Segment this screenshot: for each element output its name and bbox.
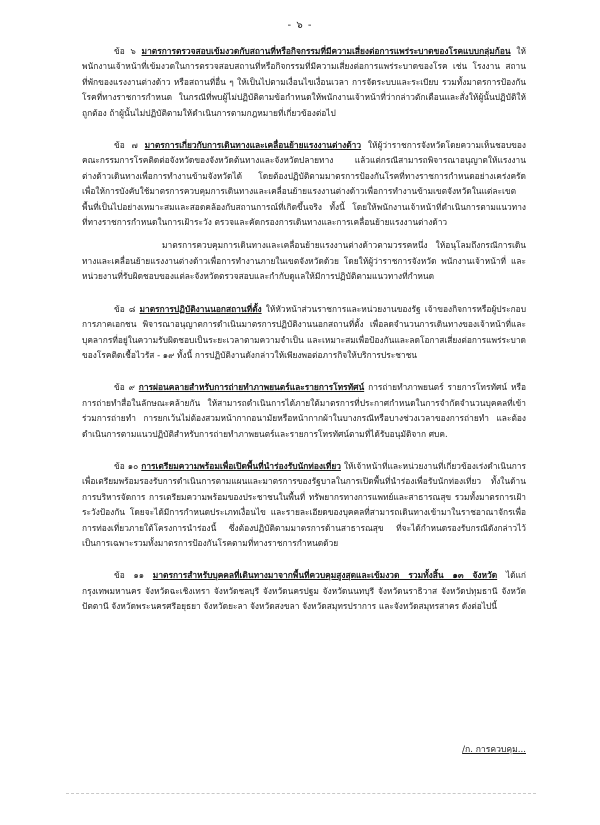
clause-number: ข้อ ๘	[114, 303, 140, 314]
clause-paragraph-2: มาตรการควบคุมการเดินทางและเคลื่อนย้ายแรงงานต่างด้าวตามวรรคหนึ่ง ให้อนุโลมถึงกรณีการเดินทางและเคลื่อนย้ายแรงงานต่างด้าวเพื่อการทำงานภายในเขตจังหวัดด้วย โดยให้ผู้ว่าราชการจังหวัด พนักงานเจ้าหน้าที่ และหน่วยงานที่รับผิดชอบของแต่ละจังหวัดตรวจสอบและกำกับดูแลให้มีการปฏิบัติตามแนวทางที่กำหนด	[82, 240, 526, 282]
clause-number: ข้อ ๑๑	[114, 570, 153, 581]
clause-text: ให้เจ้าหน้าที่และหน่วยงานที่เกี่ยวข้องเร่งดำเนินการเพื่อเตรียมพร้อมรองรับการดำเนินการตามแผนและมาตรการของรัฐบาลในการเปิดพื้นที่นำร่องเพื่อรับนักท่องเที่ยว ทั้งในด้านการบริหารจัดการ การเตรียมความพร้อมของประชาชนในพื้นที่ ทรัพยากรทางการแพทย์และสาธารณสุข รวมทั้งมาตรการเฝ้าระวังป้องกัน โดยจะได้มีการกำหนดประเภทเงื่อนไข และรายละเอียดของบุคคลที่สามารถเดินทางเข้ามาในราชอาณาจักรเพื่อการท่องเที่ยวภายใต้โครงการนำร่องนี้ ซึ่งต้องปฏิบัติตามมาตรการด้านสาธารณสุข ที่จะได้กำหนดรองรับกรณีดังกล่าวไว้เป็นการเฉพาะรวมทั้งมาตรการป้องกันโรคตามที่ทางราชการกำหนดด้วย	[82, 460, 527, 548]
clause-text: การถ่ายทำภาพยนตร์ รายการโทรทัศน์ หรือการถ่ายทำสื่อในลักษณะคล้ายกัน ให้สามารถดำเนินการได้ภายใต้มาตรการที่ประกาศกำหนดในการจำกัดจำนวนบุคคลที่เข้าร่วมการถ่ายทำ การยกเว้นไม่ต้องสวมหน้ากากอนามัยหรือหน้ากากผ้าในบางกรณีหรือบางช่วงเวลาของการถ่ายทำ และต้องดำเนินการตามแนวปฏิบัติสำหรับการถ่ายทำภาพยนตร์และรายการโทรทัศน์ตามที่ได้รับอนุมัติจาก ศบค.	[82, 382, 527, 439]
clause-heading: มาตรการตรวจสอบเข้มงวดกับสถานที่หรือกิจกรรมที่มีความเสี่ยงต่อการแพร่ระบาดของโรคแบบกลุ่มก้อน	[141, 46, 511, 56]
clause-heading: มาตรการสำหรับบุคคลที่เดินทางมาจากพื้นที่ควบคุมสูงสุดและเข้มงวด รวมทั้งสิ้น ๑๓ จังหวัด	[152, 570, 498, 581]
continuation-text: /ก. การควบคุม...	[462, 745, 526, 755]
clause-7	[82, 138, 526, 285]
clause-heading: การเตรียมความพร้อมเพื่อเปิดพื้นที่นำร่องรับนักท่องเที่ยว	[141, 460, 341, 471]
footer-divider	[66, 793, 536, 794]
clause-8	[82, 302, 526, 364]
clause-heading: มาตรการปฏิบัติงานนอกสถานที่ตั้ง	[139, 303, 262, 314]
clause-number: ข้อ ๙	[114, 382, 139, 393]
clause-heading: มาตรการเกี่ยวกับการเดินทางและเคลื่อนย้ายแรงงานต่างด้าว	[144, 140, 362, 151]
clause-number: ข้อ ๖	[114, 46, 142, 56]
clause-text: ให้ผู้ว่าราชการจังหวัดโดยความเห็นชอบของคณะกรรมการโรคติดต่อจังหวัดของจังหวัดต้นทางและจังหวัดปลายทาง แล้วแต่กรณีสามารถพิจารณาอนุญาตให้แรงงานต่างด้าวเดินทางเพื่อการทำงานข้ามจังหวัดได้ โดยต้องปฏิบัติตามมาตรการป้องกันโรคที่ทางราชการกำหนดอย่างเคร่งครัด เพื่อให้การบังคับใช้มาตรการควบคุมการเดินทางและเคลื่อนย้ายแรงงานต่างด้าวเพื่อการทำงานข้ามเขตจังหวัดในแต่ละเขตพื้นที่เป็นไปอย่างเหมาะสมและสอดคล้องกับสถานการณ์ที่เกิดขึ้นจริง ทั้งนี้ โดยให้พนักงานเจ้าหน้าที่ดำเนินการตามแนวทางที่ทางราชการกำหนดในการเฝ้าระวัง ตรวจและคัดกรองการเดินทางและการเคลื่อนย้ายแรงงานต่างด้าว	[82, 140, 526, 228]
clause-text: ให้พนักงานเจ้าหน้าที่เข้มงวดในการตรวจสอบสถานที่หรือกิจกรรมที่มีความเสี่ยงต่อการแพร่ระบาดของโรค เช่น โรงงาน สถานที่พักของแรงงานต่างด้าว หรือสถานที่อื่น ๆ ให้เป็นไปตามเงื่อนไขเงื่อนเวลา การจัดระบบและระเบียบ รวมทั้งมาตรการป้องกันโรคที่ทางราชการกำหนด ในกรณีที่พบผู้ไม่ปฏิบัติตามข้อกำหนดให้พนักงานเจ้าหน้าที่ว่ากล่าวตักเตือนและสั่งให้ผู้นั้นปฏิบัติให้ถูกต้อง ถ้าผู้นั้นไม่ปฏิบัติตามให้ดำเนินการตามกฎหมายที่เกี่ยวข้องต่อไป	[82, 46, 526, 118]
clause-heading: การผ่อนคลายสำหรับการถ่ายทำภาพยนตร์และรายการโทรทัศน์	[138, 382, 365, 393]
clause-9	[82, 380, 526, 442]
clause-number: ข้อ ๑๐	[114, 460, 142, 471]
page-number: - ๖ -	[287, 20, 313, 31]
clause-text: ให้หัวหน้าส่วนราชการและหน่วยงานของรัฐ เจ้าของกิจการหรือผู้ประกอบการภาคเอกชน พิจารณาอนุญาตการดำเนินมาตรการปฏิบัติงานนอกสถานที่ตั้ง เพื่อลดจำนวนการเดินทางของเจ้าหน้าที่และบุคลากรที่อยู่ในความรับผิดชอบเป็นระยะเวลาตามความจำเป็น และเหมาะสมเพื่อป้องกันและลดโอกาสเสี่ยงต่อการแพร่ระบาดของโรคติดเชื้อไวรัส - ๑๙ ทั้งนี้ การปฏิบัติงานดังกล่าวให้เพียงพอต่อภารกิจให้บริการประชาชน	[82, 303, 527, 360]
clause-11	[82, 568, 526, 614]
document-body	[82, 44, 526, 632]
clause-6	[82, 44, 526, 121]
clause-10	[82, 459, 526, 551]
continuation-marker	[462, 742, 526, 756]
clause-number: ข้อ ๗	[114, 140, 145, 151]
clause-text: ได้แก่ กรุงเทพมหานคร จังหวัดฉะเชิงเทรา จังหวัดชลบุรี จังหวัดนครปฐม จังหวัดนนทบุรี จังหวัดนราธิวาส จังหวัดปทุมธานี จังหวัดปัตตานี จังหวัดพระนครศรีอยุธยา จังหวัดยะลา จังหวัดสงขลา จังหวัดสมุทรปราการ และจังหวัดสมุทรสาคร ดังต่อไปนี้	[82, 570, 526, 612]
